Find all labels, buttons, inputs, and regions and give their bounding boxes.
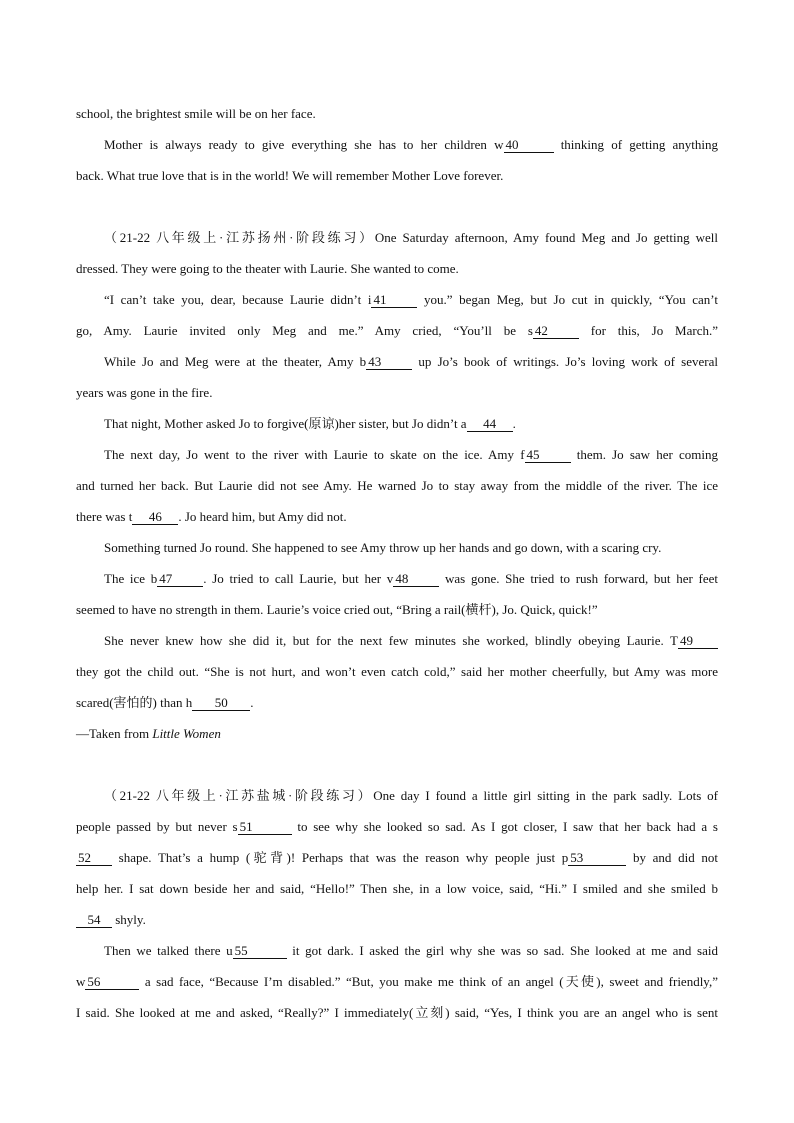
line-text: help her. I sat down beside her and said, “Hello!” Then she, in a low voice, said, “Hi.” I smiled and she smiled b (76, 881, 718, 896)
text-line (76, 129, 718, 160)
text-line (76, 98, 718, 129)
line-text: by and did not (626, 850, 718, 865)
passage-heading-line (76, 780, 718, 811)
passage-heading-line (76, 222, 718, 253)
line-text: w (76, 974, 86, 989)
line-text: That night, Mother asked Jo to forgive(原谅)her sister, but Jo didn’t a (104, 416, 467, 431)
text-line (76, 811, 718, 842)
text-line (76, 687, 718, 718)
text-line (76, 315, 718, 346)
line-text: up Jo’s book of writings. Jo’s loving work of several (412, 354, 718, 369)
answer-blank[interactable]: 45 (525, 447, 571, 463)
document-page (76, 98, 718, 1028)
line-text: “I can’t take you, dear, because Laurie didn’t i (104, 292, 372, 307)
line-text: Something turned Jo round. She happened to see Amy throw up her hands and go down, with a scaring cry. (104, 540, 662, 555)
answer-blank[interactable]: 52 (76, 850, 112, 866)
answer-blank[interactable]: 50 (192, 695, 250, 711)
line-text: I said. She looked at me and asked, “Really?” I immediately(立刻) said, “Yes, I think you are an angel who is sent (76, 1005, 718, 1020)
line-text: for this, Jo March.” (578, 323, 718, 338)
line-text: you.” began Meg, but Jo cut in quickly, “You can’t (417, 292, 718, 307)
text-line (76, 439, 718, 470)
text-line (76, 563, 718, 594)
text-line (76, 904, 718, 935)
answer-blank[interactable]: 42 (533, 323, 579, 339)
line-text: Then we talked there u (104, 943, 233, 958)
line-text: . (250, 695, 254, 710)
line-text: dressed. They were going to the theater with Laurie. She wanted to come. (76, 261, 459, 276)
text-line (76, 966, 718, 997)
answer-blank[interactable]: 48 (393, 571, 439, 587)
line-text: a sad face, “Because I’m disabled.” “But, you make me think of an angel (天使), sweet and friendly,” (139, 974, 718, 989)
answer-blank[interactable]: 43 (366, 354, 412, 370)
answer-blank[interactable]: 46 (132, 509, 178, 525)
line-text: go, Amy. Laurie invited only Meg and me.” Amy cried, “You’ll be s (76, 323, 533, 338)
line-text: they got the child out. “She is not hurt, and won’t even catch cold,” said her mother cheerfully, but Amy was more (76, 664, 718, 679)
text-line (76, 253, 718, 284)
answer-blank[interactable]: 47 (157, 571, 203, 587)
line-text: was gone. She tried to rush forward, but her feet (439, 571, 718, 586)
line-text: . Jo tried to call Laurie, but her v (203, 571, 394, 586)
line-text: seemed to have no strength in them. Laurie’s voice cried out, “Bring a rail(横杆), Jo. Quick, quick!” (76, 602, 598, 617)
line-text: back. What true love that is in the world! We will remember Mother Love forever. (76, 168, 504, 183)
line-text: The next day, Jo went to the river with Laurie to skate on the ice. Amy f (104, 447, 525, 462)
line-text: them. Jo saw her coming (570, 447, 718, 462)
text-line (76, 656, 718, 687)
line-text: years was gone in the fire. (76, 385, 213, 400)
line-text: The ice b (104, 571, 158, 586)
text-line (76, 997, 718, 1028)
text-line (76, 160, 718, 191)
answer-blank[interactable]: 40 (504, 137, 554, 153)
line-text: （21-22 八年级上·江苏扬州·阶段练习）One Saturday afternoon, Amy found Meg and Jo getting well (104, 230, 718, 245)
line-text: school, the brightest smile will be on her face. (76, 106, 316, 121)
text-line (76, 532, 718, 563)
text-line (76, 408, 718, 439)
text-line (76, 625, 718, 656)
answer-blank[interactable]: 49 (678, 633, 718, 649)
line-text: While Jo and Meg were at the theater, Amy b (104, 354, 367, 369)
text-line (76, 842, 718, 873)
line-text: . (512, 416, 516, 431)
line-text: there was t (76, 509, 133, 524)
answer-blank[interactable]: 41 (371, 292, 417, 308)
line-text: . Jo heard him, but Amy did not. (178, 509, 347, 524)
text-line (76, 935, 718, 966)
text-line (76, 873, 718, 904)
line-text: and turned her back. But Laurie did not see Amy. He warned Jo to stay away from the middle of the river. The ice (76, 478, 718, 493)
line-text: people passed by but never s (76, 819, 238, 834)
line-text: She never knew how she did it, but for the next few minutes she worked, blindly obeying Laurie. T (104, 633, 678, 648)
line-text: scared(害怕的) than h (76, 695, 193, 710)
line-text: it got dark. I asked the girl why she was so sad. She looked at me and said (286, 943, 718, 958)
text-line (76, 594, 718, 625)
answer-blank[interactable]: 44 (467, 416, 513, 432)
answer-blank[interactable]: 54 (76, 912, 112, 928)
line-text: （21-22 八年级上·江苏盐城·阶段练习）One day I found a little girl sitting in the park sadly. Lots of (104, 788, 718, 803)
text-line (76, 377, 718, 408)
line-text: shape. That’s a hump (驼背)! Perhaps that was the reason why people just p (112, 850, 569, 865)
line-text: shyly. (112, 912, 146, 927)
line-text: Mother is always ready to give everything she has to her children w (104, 137, 504, 152)
answer-blank[interactable]: 56 (85, 974, 139, 990)
line-text: thinking of getting anything (553, 137, 718, 152)
book-title: Little Women (152, 726, 221, 741)
text-line (76, 501, 718, 532)
text-line (76, 470, 718, 501)
line-text: to see why she looked so sad. As I got closer, I saw that her back had a s (291, 819, 718, 834)
text-line (76, 346, 718, 377)
answer-blank[interactable]: 53 (568, 850, 626, 866)
line-text: —Taken from (76, 726, 153, 741)
text-line (76, 284, 718, 315)
source-line (76, 718, 718, 749)
answer-blank[interactable]: 55 (233, 943, 287, 959)
answer-blank[interactable]: 51 (238, 819, 292, 835)
